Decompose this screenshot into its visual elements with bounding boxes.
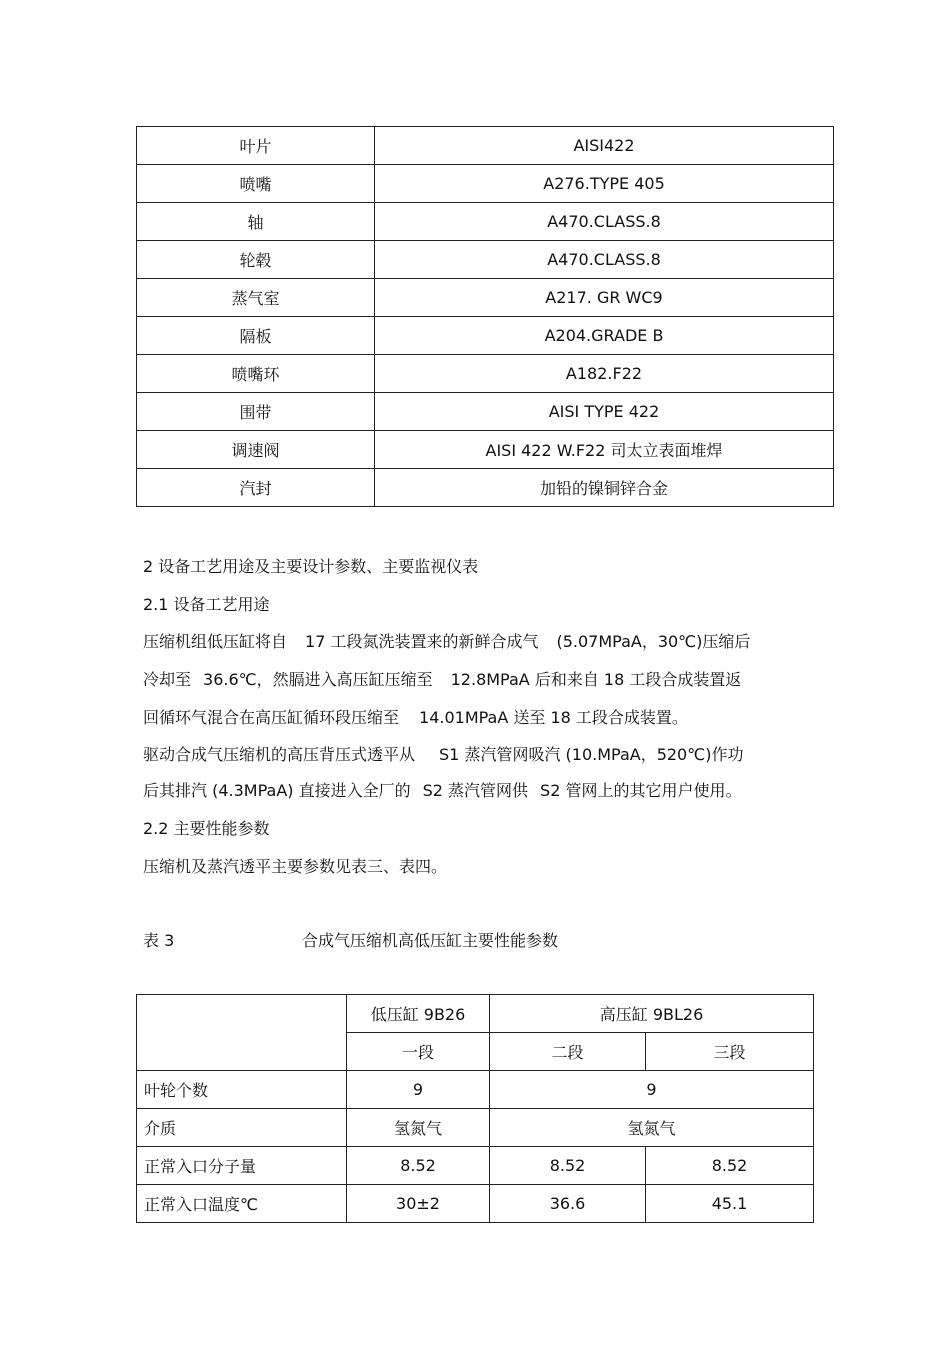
part-cell: 轮毂 [137,241,375,279]
material-cell: A217. GR WC9 [375,279,834,317]
part-cell: 喷嘴 [137,165,375,203]
performance-table [136,994,814,1223]
header-stage-1: 一段 [347,1033,490,1071]
material-cell: A470.CLASS.8 [375,203,834,241]
header-stage-3: 三段 [646,1033,814,1071]
material-cell: A204.GRADE B [375,317,834,355]
materials-table [136,126,834,507]
low-pressure-value: 氢氮气 [347,1109,490,1147]
text-fragment: 冷却至 [143,670,192,689]
paragraph-line [143,705,688,728]
paragraph-line [143,629,750,652]
header-stage-2: 二段 [490,1033,646,1071]
low-pressure-value: 9 [347,1071,490,1109]
paragraph-line: 压缩机及蒸汽透平主要参数见表三、表四。 [143,857,448,876]
table-row [137,469,834,507]
paragraph-line [143,667,741,690]
text-fragment: 12.8MPaA 后和来自 18 工段合成装置返 [450,670,742,689]
row-label: 叶轮个数 [137,1071,347,1109]
table-title: 合成气压缩机高低压缸主要性能参数 [302,931,559,950]
table-row [137,1109,814,1147]
text-fragment: S2 管网上的其它用户使用。 [540,781,742,800]
part-cell: 调速阀 [137,431,375,469]
table-row [137,355,834,393]
text-fragment: (5.07MPaA，30℃)压缩后 [556,632,751,651]
part-cell: 隔板 [137,317,375,355]
high-pressure-value: 氢氮气 [490,1109,814,1147]
material-cell: A470.CLASS.8 [375,241,834,279]
high-pressure-value: 9 [490,1071,814,1109]
material-cell: AISI422 [375,127,834,165]
section-2-2-heading: 2.2 主要性能参数 [143,819,270,838]
table-row [137,241,834,279]
table-row [137,165,834,203]
table-row [137,127,834,165]
header-low-pressure: 低压缸 9B26 [347,995,490,1033]
stage-2-value: 8.52 [490,1147,646,1185]
text-fragment: 压缩机组低压缸将自 [143,632,288,651]
row-label: 正常入口温度℃ [137,1185,347,1223]
table-label: 表 3 [143,931,175,950]
stage-3-value: 8.52 [646,1147,814,1185]
stage-1-value: 8.52 [347,1147,490,1185]
table-row [137,1185,814,1223]
material-cell: AISI 422 W.F22 司太立表面堆焊 [375,431,834,469]
text-fragment: S2 蒸汽管网供 [422,781,529,800]
stage-2-value: 36.6 [490,1185,646,1223]
paragraph-line [143,742,743,765]
text-fragment: 后其排汽 (4.3MPaA) 直接进入全厂的 [143,781,411,800]
table-row [137,203,834,241]
part-cell: 蒸气室 [137,279,375,317]
text-fragment: 17 工段氮洗装置来的新鲜合成气 [305,632,539,651]
table-row [137,1147,814,1185]
table-row [137,279,834,317]
table-row [137,1071,814,1109]
text-fragment: 回循环气混合在高压缸循环段压缩至 [143,708,400,727]
table-row [137,431,834,469]
part-cell: 围带 [137,393,375,431]
stage-3-value: 45.1 [646,1185,814,1223]
row-label: 介质 [137,1109,347,1147]
material-cell: 加铅的镍铜锌合金 [375,469,834,507]
text-fragment: 14.01MPaA 送至 18 工段合成装置。 [419,708,688,727]
section-2-heading: 2 设备工艺用途及主要设计参数、主要监视仪表 [143,557,479,576]
part-cell: 叶片 [137,127,375,165]
material-cell: AISI TYPE 422 [375,393,834,431]
text-fragment: S1 蒸汽管网吸汽 (10.MPaA，520℃)作功 [439,745,744,764]
header-high-pressure: 高压缸 9BL26 [490,995,814,1033]
paragraph-line [143,778,741,801]
table-row [137,317,834,355]
stage-1-value: 30±2 [347,1185,490,1223]
part-cell: 汽封 [137,469,375,507]
table-row [137,393,834,431]
part-cell: 轴 [137,203,375,241]
header-empty-cell [137,995,347,1071]
text-fragment: 36.6℃，然膈进入高压缸压缩至 [203,670,433,689]
part-cell: 喷嘴环 [137,355,375,393]
row-label: 正常入口分子量 [137,1147,347,1185]
text-fragment: 驱动合成气压缩机的高压背压式透平从 [143,745,416,764]
material-cell: A182.F22 [375,355,834,393]
section-2-1-heading: 2.1 设备工艺用途 [143,595,270,614]
material-cell: A276.TYPE 405 [375,165,834,203]
table-header-row [137,995,814,1033]
